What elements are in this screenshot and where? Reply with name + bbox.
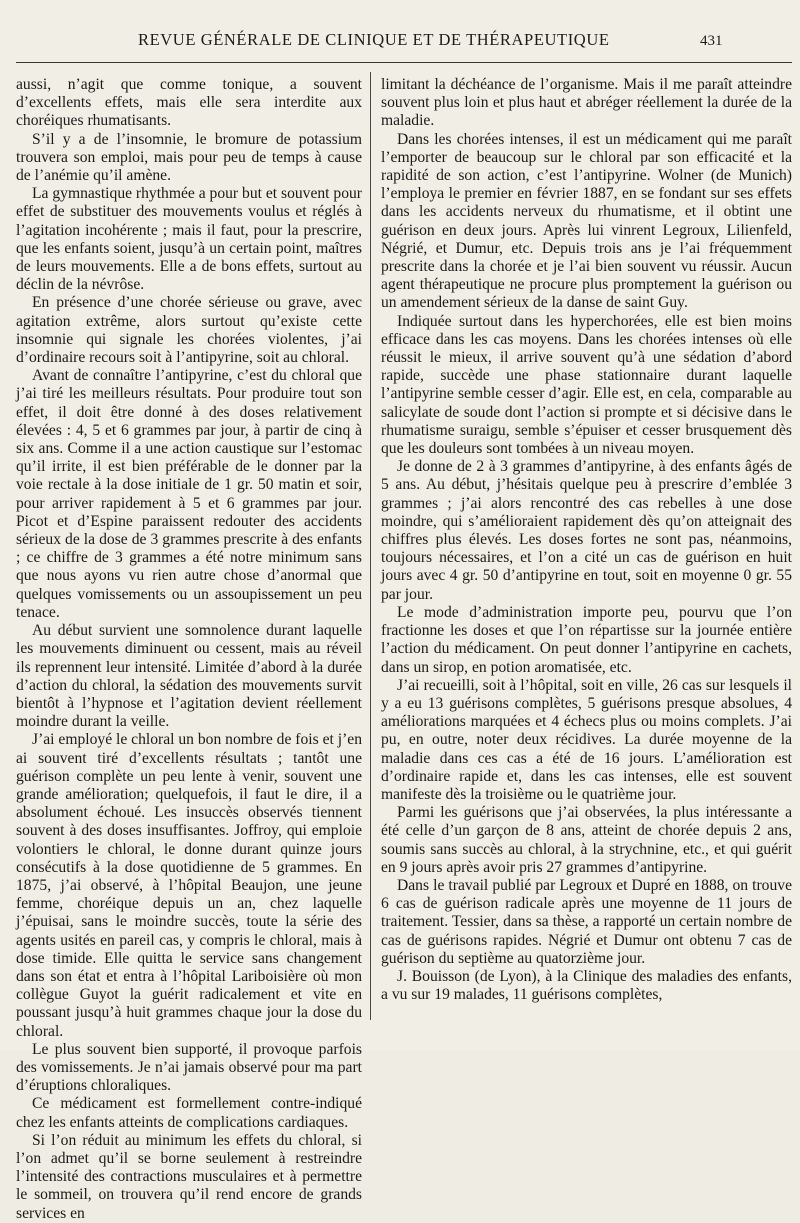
paragraph: J. Bouisson (de Lyon), à la Clinique des maladies des enfants, a vu sur 19 malades, 11 guérisons complètes, <box>381 967 792 1004</box>
column-divider <box>370 72 371 1020</box>
left-column <box>16 76 362 1222</box>
paragraph: Le plus souvent bien supporté, il provoque parfois des vomissements. Je n’ai jamais observé pour ma part d’éruptions chloraliques. <box>16 1040 362 1095</box>
paragraph: Indiquée surtout dans les hyperchorées, elle est bien moins efficace dans les cas moyens. Dans les chorées intenses où elle réussit le mieux, il arrive souvent qu’à une sédation d’abord rapide, succède une phase stationnaire durant laquelle l’antipyrine semble cesser d’agir. Elle est, en cela, comparable au salicylate de soude dont l’action si prompte et si décisive dans le rhumatisme suraigu, semble s’épuiser et cesser brusquement dès que les douleurs sont tombées à un niveau moyen. <box>381 312 792 458</box>
paragraph: Dans les chorées intenses, il est un médicament qui me paraît l’emporter de beaucoup sur le chloral par son efficacité et la rapidité de son action, c’est l’antipyrine. Wolner (de Munich) l’employa le premier en février 1887, en se fondant sur ses effets dans les accidents nerveux du rhumatisme, et il obtint une guérison en deux jours. Après lui vinrent Legroux, Lilienfeld, Négrié, et Dumur, etc. Depuis trois ans je l’ai fréquemment prescrite dans la chorée et je l’ai bien souvent vu réussir. Aucun agent thérapeutique ne procure plus promptement la guérison ou un amendement sérieux de la danse de saint Guy. <box>381 130 792 312</box>
paragraph: aussi, n’agit que comme tonique, a souvent d’excellents effets, mais elle sera interdite aux choréiques rhumatisants. <box>16 76 362 130</box>
paragraph: Ce médicament est formellement contre-indiqué chez les enfants atteints de complications cardiaques. <box>16 1095 362 1131</box>
paragraph: Le mode d’administration importe peu, pourvu que l’on fractionne les doses et que l’on répartisse sur la journée entière l’action du médicament. On peut donner l’antipyrine en cachets, dans un sirop, en potion aromatisée, etc. <box>381 603 792 676</box>
running-title: REVUE GÉNÉRALE DE CLINIQUE ET DE THÉRAPEUTIQUE <box>138 30 610 49</box>
paragraph: J’ai employé le chloral un bon nombre de fois et j’en ai souvent tiré d’excellents résultats ; tantôt une guérison complète un peu lente à venir, souvent une grande amélioration; quelquefois, il faut le dire, il a absolument échoué. Les insuccès observés tiennent souvent à des doses insuffisantes. Joffroy, qui emploie volontiers le chloral, le donne durant quinze jours consécutifs à la dose quotidienne de 5 grammes. En 1875, j’ai observé, à l’hôpital Beaujon, une jeune femme, choréique depuis un an, chez laquelle j’épuisai, sans le moindre succès, toute la série des agents usités en pareil cas, y compris le chloral, mais à dose timide. Elle quitta le service sans changement dans son état et entra à l’hôpital Lariboisière où mon collègue Guyot la guérit radicalement et vite en poussant jusqu’à huit grammes chaque jour la dose du chloral. <box>16 731 362 1040</box>
paragraph: Si l’on réduit au minimum les effets du chloral, si l’on admet qu’il se borne seulement à restreindre l’intensité des contractions musculaires et à permettre le sommeil, on trouvera qu’il rend encore de grands services en <box>16 1131 362 1222</box>
header-rule <box>16 62 792 63</box>
paragraph: La gymnastique rhythmée a pour but et souvent pour effet de substituer des mouvements voulus et réglés à l’agitation incohérente ; mais il faut, pour la prescrire, que les enfants soient, jusqu’à un certain point, maîtres de leurs mouvements. Elle a de bons effets, surtout au déclin de la névrôse. <box>16 185 362 294</box>
page-number: 431 <box>700 33 723 49</box>
paragraph: Avant de connaître l’antipyrine, c’est du chloral que j’ai tiré les meilleurs résultats. Pour produire tout son effet, il doit être donné à des doses relativement élevées : 4, 5 et 6 grammes par jour, à partir de cinq à six ans. Comme il a une action caustique sur l’estomac qu’il irrite, il est bien préférable de le donner par la voie rectale à la dose initiale de 1 gr. 50 matin et soir, pour arriver rapidement à 5 et 6 grammes par jour. Picot et d’Espine paraissent redouter des accidents sérieux de la dose de 3 grammes prescrite à des enfants ; ce chiffre de 3 grammes a été notre minimum sans que nous ayons vu rien autre chose d’anormal que quelques vomissements ou un assoupissement un peu tenace. <box>16 367 362 621</box>
paragraph: S’il y a de l’insomnie, le bromure de potassium trouvera son emploi, mais pour peu de temps à cause de l’anémie qu’il amène. <box>16 130 362 185</box>
paragraph: J’ai recueilli, soit à l’hôpital, soit en ville, 26 cas sur lesquels il y a eu 13 guérisons complètes, 5 guérisons presque absolues, 4 améliorations marquées et 4 échecs plus ou moins complets. J’ai pu, en outre, noter deux récidives. La durée moyenne de la maladie dans ces cas a été de 16 jours. L’amélioration est d’ordinaire rapide et, dans les cas intenses, elle est souvent manifeste dès la troisième ou le quatrième jour. <box>381 676 792 803</box>
paragraph: Au début survient une somnolence durant laquelle les mouvements diminuent ou cessent, mais au réveil ils reprennent leur intensité. Limitée d’abord à la durée d’action du chloral, la sédation des mouvements survit bientôt à l’hypnose et l’agitation devient réellement moindre durant la veille. <box>16 622 362 731</box>
paragraph: Je donne de 2 à 3 grammes d’antipyrine, à des enfants âgés de 5 ans. Au début, j’hésitais quelque peu à prescrire d’emblée 3 grammes ; j’ai alors rencontré des cas rebelles à une dose moindre, qui s’amélioraient rapidement dès qu’on atteignait des chiffres plus élevés. Les doses fortes ne sont pas, néanmoins, toujours nécessaires, et l’on a cité un cas de guérison en huit jours avec 4 gr. 50 d’antipyrine en tout, soit en moyenne 0 gr. 55 par jour. <box>381 458 792 603</box>
paragraph: En présence d’une chorée sérieuse ou grave, avec agitation extrême, alors surtout qu’existe cette insomnie qui signale les chorées violentes, j’ai d’ordinaire recours soit à l’antipyrine, soit au chloral. <box>16 294 362 367</box>
paragraph: limitant la déchéance de l’organisme. Mais il me paraît atteindre souvent plus loin et plus haut et abréger réellement la durée de la maladie. <box>381 76 792 130</box>
paragraph: Dans le travail publié par Legroux et Dupré en 1888, on trouve 6 cas de guérison radicale après une moyenne de 11 jours de traitement. Tessier, dans sa thèse, a rapporté un certain nombre de cas de guérisons rapides. Négrié et Dumur ont obtenu 7 cas de guérison du septième au quatorzième jour. <box>381 876 792 967</box>
right-column <box>381 76 792 1020</box>
paragraph: Parmi les guérisons que j’ai observées, la plus intéressante a été celle d’un garçon de 8 ans, atteint de chorée depuis 2 ans, soumis sans succès au chloral, à la strychnine, etc., et qui guérit en 9 jours après avoir pris 27 grammes d’antipyrine. <box>381 804 792 876</box>
